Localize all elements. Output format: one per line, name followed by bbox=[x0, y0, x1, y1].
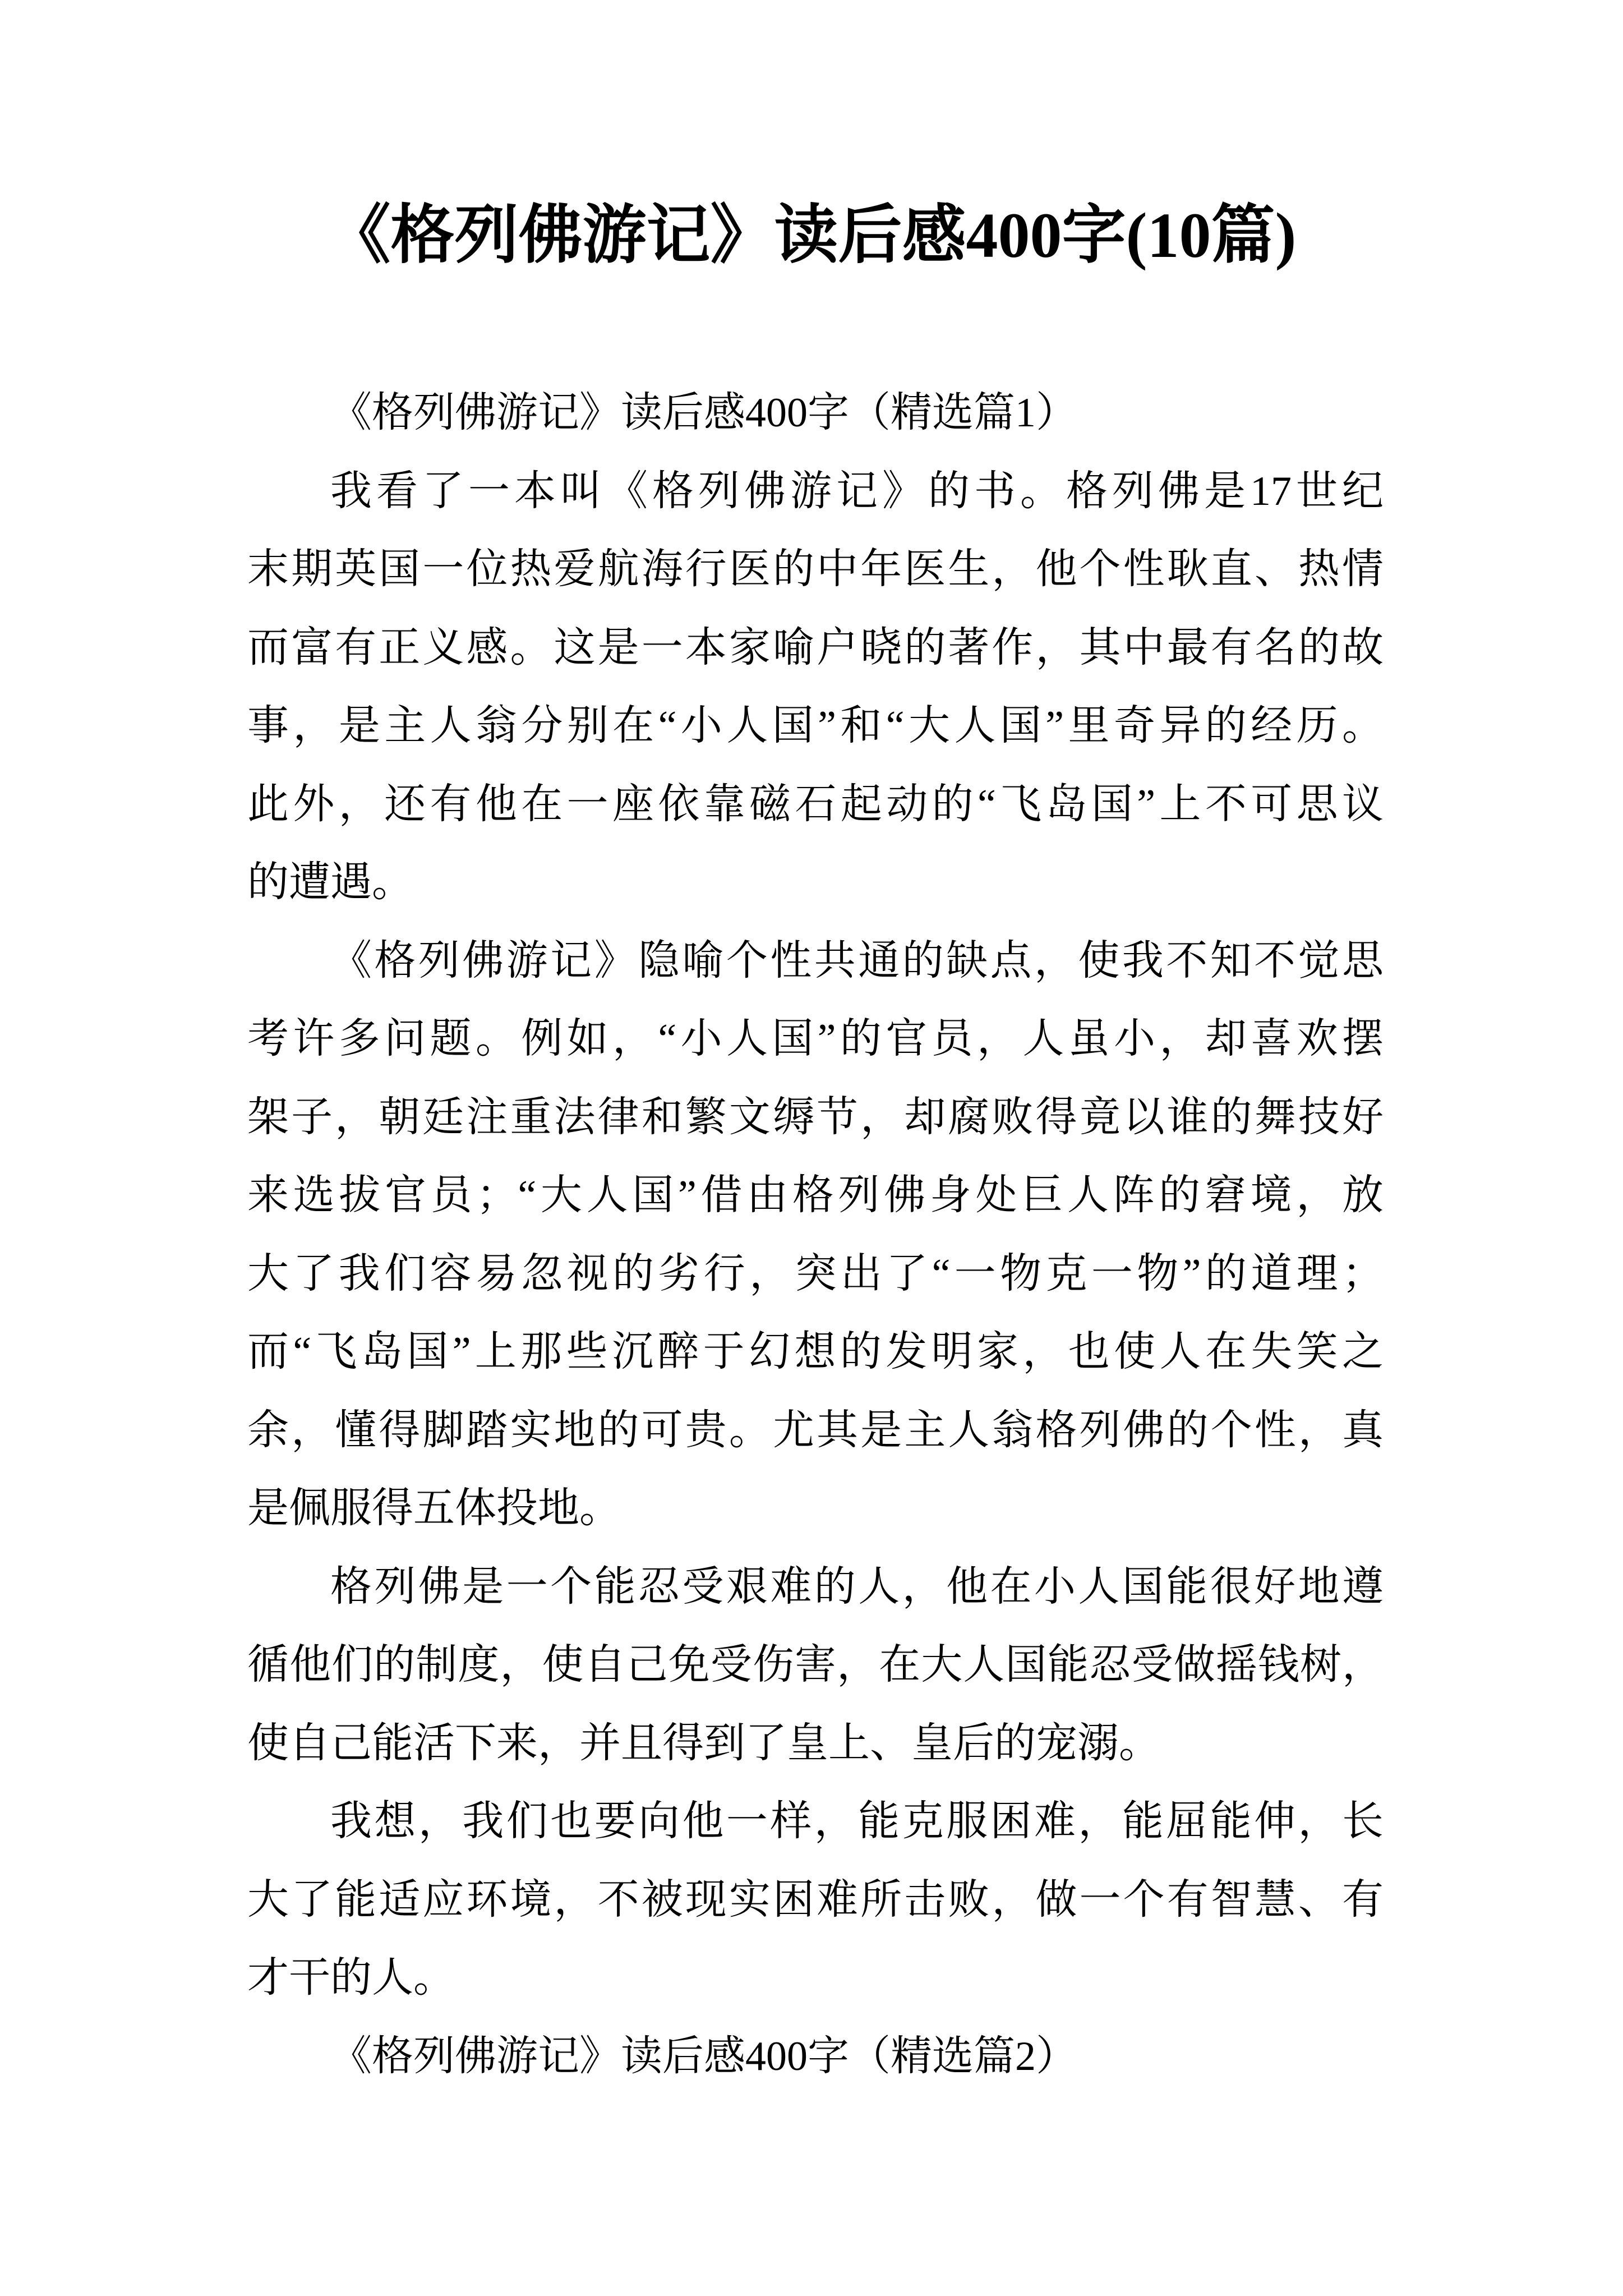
paragraph-line: 大了能适应环境，不被现实困难所击败，做一个有智慧、有 bbox=[247, 1876, 1384, 1923]
paragraph-line: 我想，我们也要向他一样，能克服困难，能屈能伸，长 bbox=[330, 1798, 1384, 1844]
paragraph-line: 而“飞岛国”上那些沉醉于幻想的发明家，也使人在失笑之 bbox=[247, 1329, 1384, 1375]
paragraph-line: 才干的人。 bbox=[247, 1955, 455, 2001]
document-title: 《格列佛游记》读后感400字(10篇) bbox=[326, 200, 1297, 271]
paragraph-2 bbox=[247, 922, 1384, 1548]
paragraph-line: 架子，朝廷注重法律和繁文缛节，却腐败得竟以谁的舞技好 bbox=[247, 1094, 1384, 1140]
section-heading-1: 《格列佛游记》读后感400字（精选篇1） bbox=[330, 390, 1077, 436]
paragraph-line: 循他们的制度，使自己免受伤害，在大人国能忍受做摇钱树， bbox=[247, 1642, 1384, 1688]
section-heading-2: 《格列佛游记》读后感400字（精选篇2） bbox=[330, 2033, 1077, 2079]
paragraph-line: 而富有正义感。这是一本家喻户晓的著作，其中最有名的故 bbox=[247, 624, 1384, 671]
paragraph-line: 余，懂得脚踏实地的可贵。尤其是主人翁格列佛的个性，真 bbox=[247, 1407, 1384, 1453]
paragraph-line: 末期英国一位热爱航海行医的中年医生，他个性耿直、热情 bbox=[247, 546, 1384, 592]
paragraph-1 bbox=[247, 453, 1384, 922]
paragraph-line: 此外，还有他在一座依靠磁石起动的“飞岛国”上不可思议 bbox=[247, 781, 1384, 827]
paragraph-line: 《格列佛游记》隐喻个性共通的缺点，使我不知不觉思 bbox=[330, 937, 1384, 984]
paragraph-line: 是佩服得五体投地。 bbox=[247, 1485, 621, 1531]
paragraph-line: 考许多问题。例如，“小人国”的官员，人虽小，却喜欢摆 bbox=[247, 1016, 1384, 1062]
document-body bbox=[247, 374, 1384, 2096]
paragraph-4 bbox=[247, 1783, 1384, 2018]
paragraph-line: 的遭遇。 bbox=[247, 859, 413, 905]
paragraph-line: 使自己能活下来，并且得到了皇上、皇后的宠溺。 bbox=[247, 1720, 1160, 1766]
paragraph-line: 我看了一本叫《格列佛游记》的书。格列佛是17世纪 bbox=[330, 468, 1384, 514]
paragraph-line: 事，是主人翁分别在“小人国”和“大人国”里奇异的经历。 bbox=[247, 703, 1384, 749]
paragraph-line: 格列佛是一个能忍受艰难的人，他在小人国能很好地遵 bbox=[330, 1563, 1384, 1610]
paragraph-line: 大了我们容易忽视的劣行，突出了“一物克一物”的道理； bbox=[247, 1250, 1384, 1297]
paragraph-3 bbox=[247, 1548, 1384, 1783]
paragraph-line: 来选拔官员；“大人国”借由格列佛身处巨人阵的窘境，放 bbox=[247, 1172, 1384, 1218]
